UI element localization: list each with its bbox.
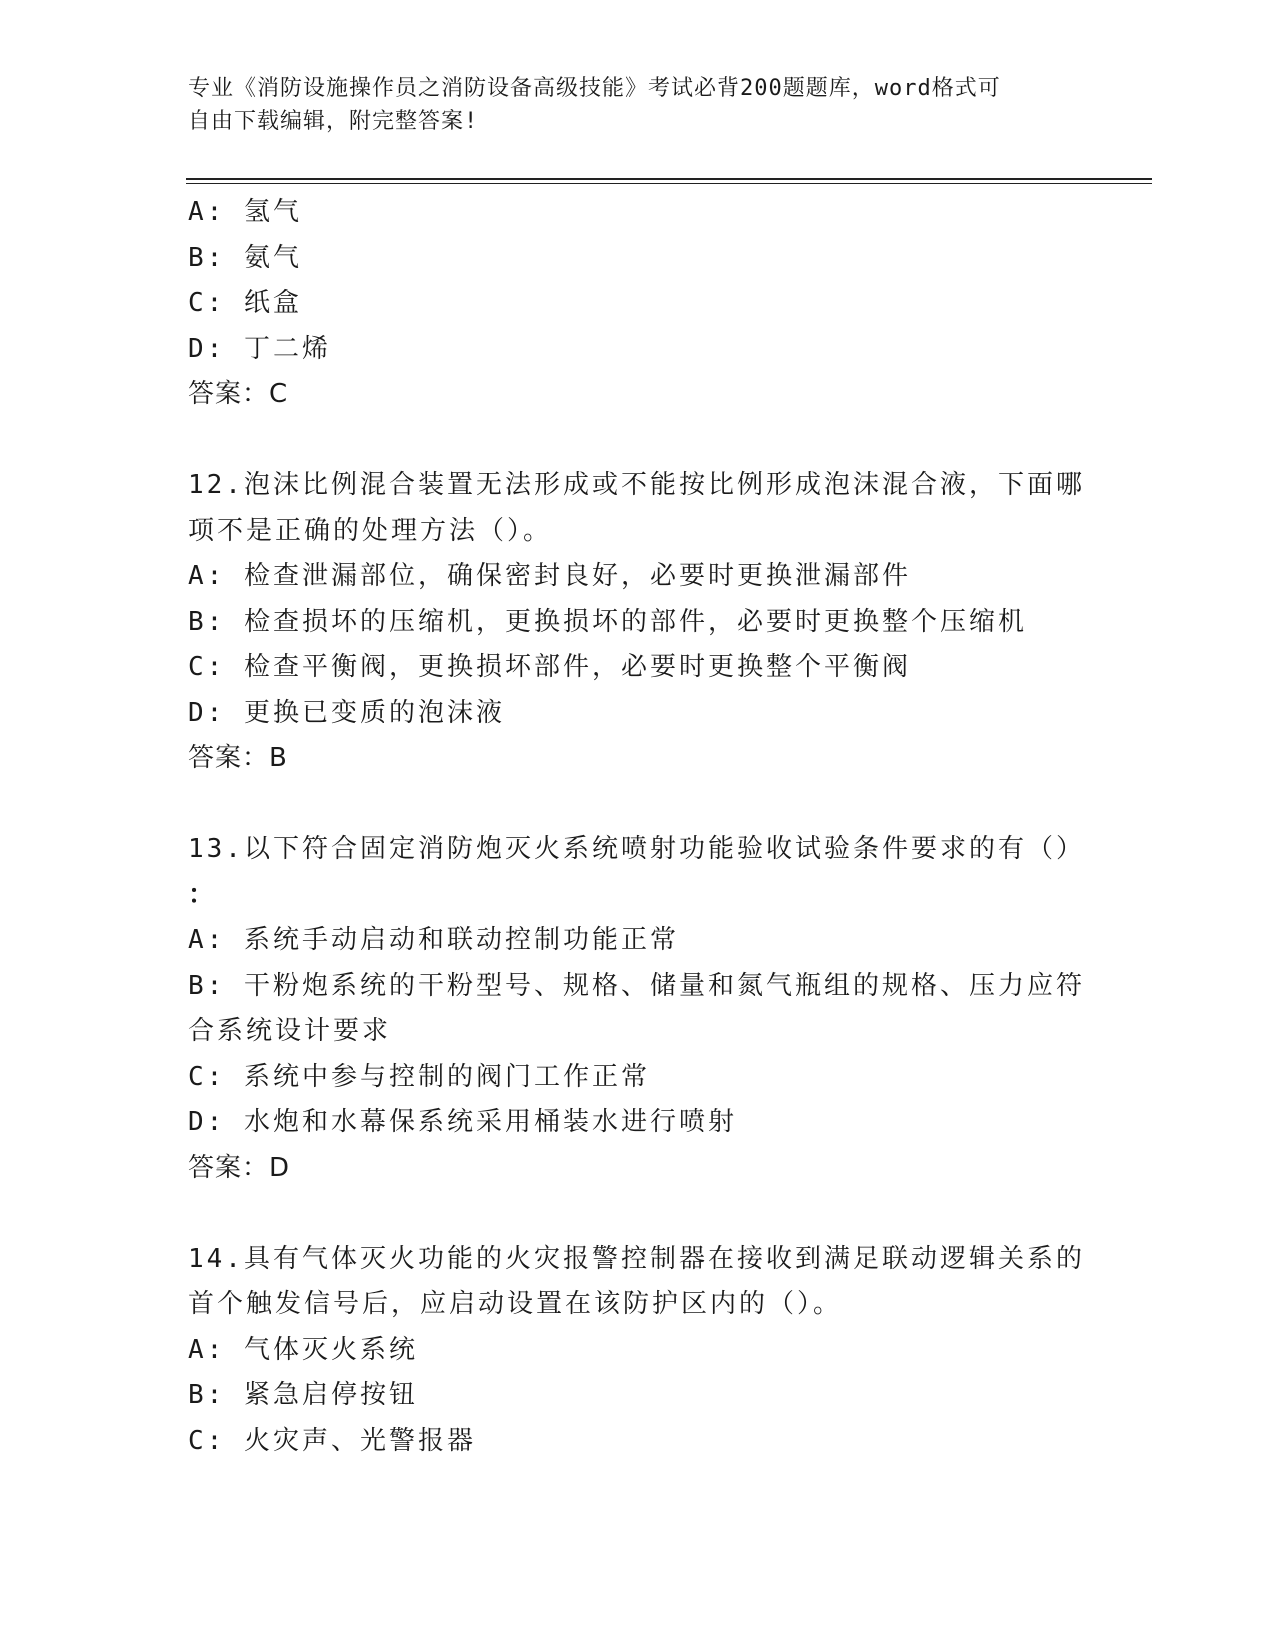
question-13 [188, 827, 1088, 1191]
answer-line: 答案：B [188, 743, 288, 773]
option-c: C: 纸盒 [188, 288, 302, 318]
header-line-1: 专业《消防设施操作员之消防设备高级技能》考试必背200题题库，word格式可 [188, 76, 1001, 101]
question-14 [188, 1237, 1088, 1465]
page-header [188, 72, 1088, 138]
header-divider-thick [186, 178, 1152, 180]
question-stem-line-1: 13.以下符合固定消防炮灭火系统喷射功能验收试验条件要求的有（） [188, 834, 1085, 864]
answer-line: 答案：C [188, 379, 289, 409]
option-b-line-1: B: 干粉炮系统的干粉型号、规格、储量和氮气瓶组的规格、压力应符 [188, 970, 1085, 1001]
option-a: A: 氢气 [188, 197, 302, 227]
option-b: B: 紧急启停按钮 [188, 1380, 418, 1410]
option-d: D: 水炮和水幕保系统采用桶装水进行喷射 [188, 1107, 737, 1137]
option-b: B: 检查损坏的压缩机，更换损坏的部件，必要时更换整个压缩机 [188, 606, 1027, 637]
question-stem-line-2: 项不是正确的处理方法（）。 [188, 515, 553, 546]
question-stem-line-1: 12.泡沫比例混合装置无法形成或不能按比例形成泡沫混合液，下面哪 [188, 470, 1085, 500]
question-list [188, 190, 1088, 1464]
option-a: A: 检查泄漏部位，确保密封良好，必要时更换泄漏部件 [188, 561, 911, 591]
option-a: A: 气体灭火系统 [188, 1334, 418, 1365]
option-c: C: 系统中参与控制的阀门工作正常 [188, 1061, 650, 1092]
option-c: C: 检查平衡阀，更换损坏部件，必要时更换整个平衡阀 [188, 652, 911, 682]
header-line-2: 自由下载编辑，附完整答案! [188, 109, 479, 134]
option-a: A: 系统手动启动和联动控制功能正常 [188, 925, 679, 955]
question-spacer [188, 782, 1088, 828]
question-stem-line-2: ： [188, 879, 218, 910]
question-spacer [188, 1191, 1088, 1237]
question-12 [188, 463, 1088, 782]
header-divider-thin [186, 183, 1152, 184]
option-b: B: 氨气 [188, 242, 302, 273]
option-d: D: 更换已变质的泡沫液 [188, 697, 505, 728]
option-d: D: 丁二烯 [188, 333, 331, 364]
question-11 [188, 190, 1088, 418]
answer-line: 答案：D [188, 1152, 291, 1183]
option-b-line-2: 合系统设计要求 [188, 1016, 392, 1046]
question-stem-line-1: 14.具有气体灭火功能的火灾报警控制器在接收到满足联动逻辑关系的 [188, 1243, 1085, 1274]
question-stem-line-2: 首个触发信号后，应启动设置在该防护区内的（）。 [188, 1289, 843, 1319]
option-c: C: 火灾声、光警报器 [188, 1425, 476, 1456]
question-spacer [188, 418, 1088, 464]
